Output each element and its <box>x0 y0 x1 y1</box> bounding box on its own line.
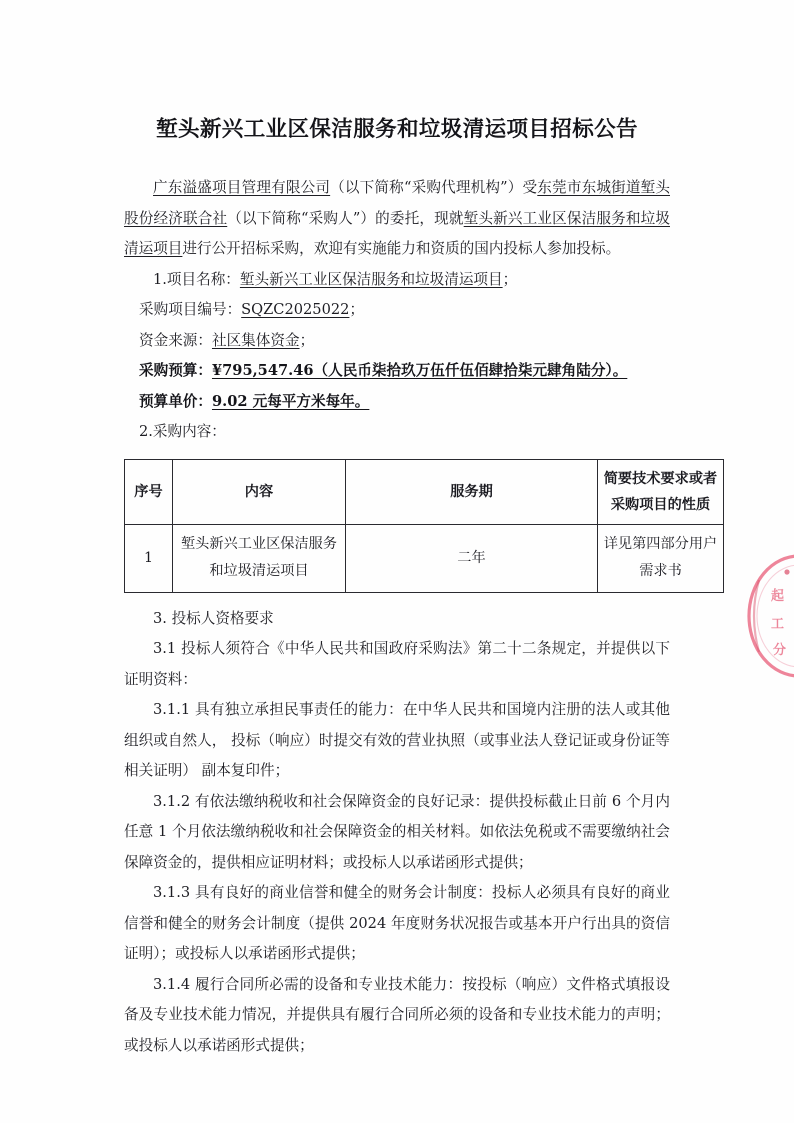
qualification-3-1: 3.1 投标人须符合《中华人民共和国政府采购法》第二十二条规定，并提供以下证明资料： <box>124 640 670 688</box>
qualification-3-1-2: 3.1.2 有依法缴纳税收和社会保障资金的良好记录：提供投标截止日前 6 个月内任意 1 个月依法缴纳税收和社会保障资金的相关材料。如依法免税或不需要缴纳社会保障资金的，提供相应证明材料；或投标人以承诺函形式提供； <box>124 792 670 871</box>
table-header-row <box>125 459 724 524</box>
table-cell-requirement <box>598 524 724 592</box>
table-header-requirement <box>598 459 724 524</box>
table-cell-content <box>173 524 346 592</box>
item-project-code <box>124 295 670 326</box>
agency-name: 广东溢盛项目管理有限公司 <box>153 179 331 196</box>
qualification-heading: 3. 投标人资格要求 <box>153 609 274 627</box>
item-project-name <box>124 265 670 296</box>
item-project-name-tail: ； <box>502 270 518 288</box>
intro-paragraph <box>124 173 670 265</box>
table-header-term: 服务期 <box>346 459 598 524</box>
qualification-3-1-1: 3.1.1 具有独立承担民事责任的能力：在中华人民共和国境内注册的法人或其他组织或自然人， 投标（响应）时提交有效的营业执照（或事业法人登记证或身份证等相关证明） 副本复印件； <box>124 701 670 779</box>
seal-char-3: 分 <box>773 643 787 658</box>
qualification-3-1-3: 3.1.3 具有良好的商业信誉和健全的财务会计制度：投标人必须具有良好的商业信誉和健全的财务会计制度（提供 2024 年度财务状况报告或基本开户行出具的资信证明）；或投标人以承诺函形式提供； <box>124 884 670 962</box>
page-title: 堑头新兴工业区保洁服务和垃圾清运项目招标公告 <box>156 117 638 142</box>
item-project-code-value: SQZC2025022 <box>241 301 350 318</box>
item-procurement-content-label: 2.采购内容： <box>139 423 226 440</box>
document-body <box>124 0 718 1061</box>
table-cell-content-line2: 和垃圾清运项目 <box>209 563 309 579</box>
item-project-name-value: 堑头新兴工业区保洁服务和垃圾清运项目 <box>239 270 503 288</box>
item-project-name-label: 1.项目名称： <box>153 270 240 288</box>
table-cell-content-line1: 堑头新兴工业区保洁服务 <box>180 536 338 552</box>
seal-char-1: 起 <box>771 589 785 604</box>
item-fund-source-label: 资金来源： <box>139 331 212 349</box>
purchaser-name: 东莞市东城街道堑头股份经济联合社 <box>124 179 670 227</box>
intro-text-after-project: 进行公开招标采购，欢迎有实施能力和资质的国内投标人参加投标。 <box>182 240 621 257</box>
item-project-code-tail: ； <box>349 301 365 318</box>
project-name-inline: 堑头新兴工业区保洁服务和垃圾清运项目 <box>124 209 670 257</box>
intro-text-after-agency: （以下简称“采购代理机构”）受 <box>330 179 538 196</box>
item-unit-price-value: 9.02 元每平方米每年。 <box>211 392 370 410</box>
item-project-code-label: 采购项目编号： <box>139 301 242 318</box>
item-unit-price-label: 预算单价： <box>139 392 212 410</box>
table-row <box>125 524 724 592</box>
item-unit-price <box>124 387 670 418</box>
item-fund-source-tail: ； <box>299 331 315 349</box>
item-fund-source <box>124 326 670 357</box>
table-cell-term: 二年 <box>346 524 598 592</box>
table-header-requirement-line2: 采购项目的性质 <box>610 496 711 513</box>
intro-text-after-purchaser: （以下简称“采购人”）的委托，现就 <box>227 209 464 227</box>
table-cell-requirement-line2: 需求书 <box>639 563 682 579</box>
qualification-3-1-4: 3.1.4 履行合同所必需的设备和专业技术能力：按投标（响应）文件格式填报设备及专业技术能力情况，并提供具有履行合同所必须的设备和专业技术能力的声明；或投标人以承诺函形式提供； <box>124 975 670 1054</box>
seal-char-2: 工 <box>771 617 785 632</box>
table-cell-requirement-line1: 详见第四部分用户 <box>603 536 718 552</box>
table-cell-no: 1 <box>125 524 173 592</box>
item-fund-source-value: 社区集体资金 <box>211 331 300 349</box>
table-header-no: 序号 <box>125 459 173 524</box>
item-budget <box>124 356 670 387</box>
table-header-requirement-line1: 简要技术要求或者 <box>603 470 718 487</box>
red-official-seal <box>741 552 794 680</box>
procurement-content-table <box>124 459 724 593</box>
item-budget-value: ¥795,547.46（人民币柒拾玖万伍仟伍佰肆拾柒元肆角陆分）。 <box>211 362 628 379</box>
item-budget-label: 采购预算： <box>139 362 212 379</box>
table-header-content: 内容 <box>173 459 346 524</box>
